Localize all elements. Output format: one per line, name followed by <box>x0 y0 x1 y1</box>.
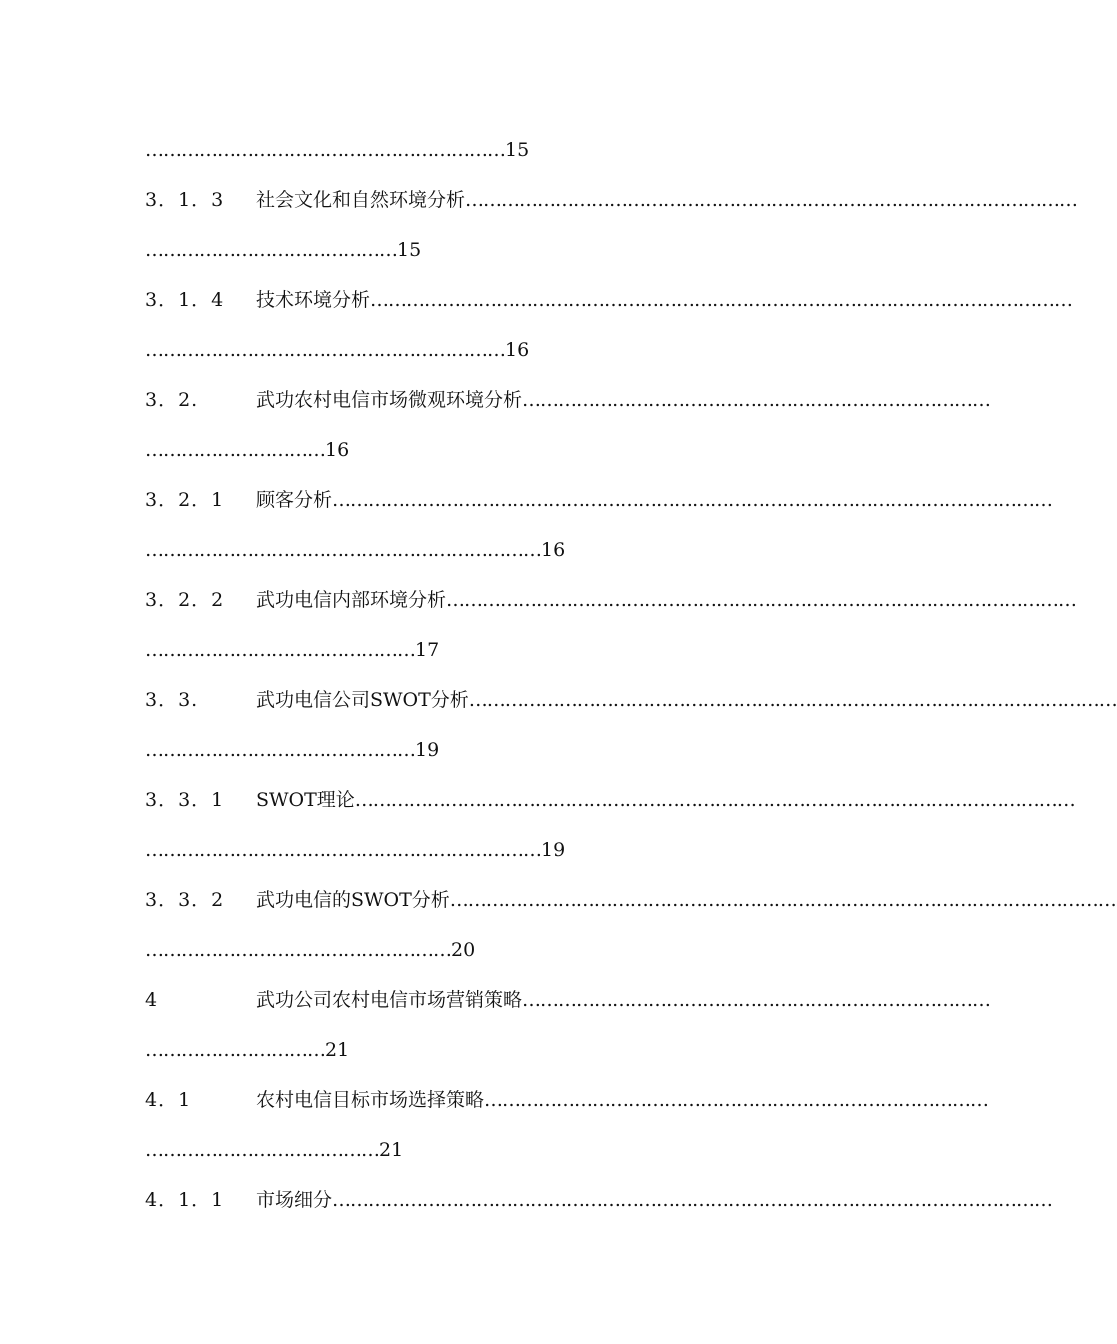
toc-entry-number: 3．2．1 <box>145 489 225 511</box>
toc-entry <box>145 487 1053 513</box>
leader-dots: ……………………………………………………………………………………………… <box>468 689 1117 711</box>
leader-dots: …………………………………………………………………… <box>522 389 991 411</box>
leader-dots: ………………………… <box>145 439 325 461</box>
toc-entry-title: 武功公司农村电信市场营销策略…………………………………………………………………… <box>256 989 991 1011</box>
toc-entry-title: 社会文化和自然环境分析………………………………………………………………………………………… <box>256 189 1078 211</box>
toc-continuation-line <box>145 1037 350 1063</box>
toc-continuation-line <box>145 837 566 863</box>
leader-dots: ……………………………………… <box>145 639 415 661</box>
leader-dots: ………………………………………………………………………………………………… <box>449 889 1116 911</box>
toc-entry <box>145 187 1078 213</box>
leader-dots: …………………………………………………………………… <box>522 989 991 1011</box>
leader-dots: ………………………… <box>145 1039 325 1061</box>
toc-entry-title: 顾客分析………………………………………………………………………………………………………… <box>256 489 1053 511</box>
toc-continuation-line <box>145 337 530 363</box>
toc-entry <box>145 687 1117 713</box>
toc-entry-number: 3．3．1 <box>145 789 225 811</box>
toc-page-number: 19 <box>415 739 440 761</box>
leader-dots: …………………………………………………………………………………………… <box>446 589 1077 611</box>
leader-dots: …………………………………………………… <box>145 339 505 361</box>
toc-continuation-line <box>145 437 350 463</box>
toc-entry <box>145 787 1075 813</box>
toc-entry-title: 技术环境分析……………………………………………………………………………………………………… <box>256 289 1073 311</box>
toc-entry-number: 3．2. <box>145 389 199 411</box>
toc-continuation-line <box>145 737 440 763</box>
toc-entry <box>145 587 1077 613</box>
leader-dots: ………………………………………………………………………………………………………… <box>354 789 1075 811</box>
toc-page-number: 15 <box>397 239 422 261</box>
toc-entry-number: 4．1 <box>145 1089 192 1111</box>
toc-page-number: 16 <box>505 339 530 361</box>
toc-continuation-line <box>145 1137 404 1163</box>
toc-page-number: 16 <box>541 539 566 561</box>
toc-entry-title: SWOT理论………………………………………………………………………………………………………… <box>256 789 1075 811</box>
toc-page-number: 20 <box>451 939 476 961</box>
toc-entry-number: 3．1．3 <box>145 189 225 211</box>
leader-dots: …………………………………………… <box>145 939 451 961</box>
leader-dots: ………………………………………………………… <box>145 539 541 561</box>
toc-page-number: 15 <box>505 139 530 161</box>
toc-entry-number: 3．1．4 <box>145 289 225 311</box>
toc-continuation-line <box>145 137 530 163</box>
toc-continuation-line <box>145 237 422 263</box>
toc-entry <box>145 1087 989 1113</box>
leader-dots: ………………………………………………………………………… <box>484 1089 989 1111</box>
leader-dots: ……………………………………… <box>145 739 415 761</box>
toc-page-number: 21 <box>325 1039 350 1061</box>
toc-entry-number: 4 <box>145 989 159 1011</box>
toc-entry <box>145 287 1073 313</box>
toc-entry-title: 武功电信的SWOT分析………………………………………………………………………………………………… <box>256 889 1116 911</box>
toc-entry-title: 农村电信目标市场选择策略………………………………………………………………………… <box>256 1089 989 1111</box>
toc-entry <box>145 1187 1053 1213</box>
toc-entry <box>145 987 991 1013</box>
leader-dots: ………………………………………………………… <box>145 839 541 861</box>
toc-continuation-line <box>145 637 440 663</box>
toc-entry <box>145 387 991 413</box>
toc-entry-title: 市场细分………………………………………………………………………………………………………… <box>256 1189 1053 1211</box>
toc-entry-number: 3．3. <box>145 689 199 711</box>
leader-dots: ………………………………………………………………………………………………………… <box>332 489 1053 511</box>
leader-dots: …………………………………………………… <box>145 139 505 161</box>
toc-continuation-line <box>145 937 476 963</box>
toc-page-number: 16 <box>325 439 350 461</box>
leader-dots: ………………………………… <box>145 1139 379 1161</box>
toc-entry-number: 4．1．1 <box>145 1189 225 1211</box>
toc-entry-number: 3．2．2 <box>145 589 225 611</box>
leader-dots: …………………………………… <box>145 239 397 261</box>
toc-page-number: 17 <box>415 639 440 661</box>
leader-dots: ……………………………………………………………………………………………………… <box>370 289 1073 311</box>
leader-dots: ………………………………………………………………………………………… <box>465 189 1078 211</box>
toc-entry-title: 武功电信内部环境分析…………………………………………………………………………………………… <box>256 589 1077 611</box>
toc-entry-title: 武功电信公司SWOT分析……………………………………………………………………………………………… <box>256 689 1117 711</box>
toc-entry <box>145 887 1116 913</box>
toc-entry-number: 3．3．2 <box>145 889 225 911</box>
toc-page-number: 19 <box>541 839 566 861</box>
toc-continuation-line <box>145 537 566 563</box>
toc-page-number: 21 <box>379 1139 404 1161</box>
leader-dots: ………………………………………………………………………………………………………… <box>332 1189 1053 1211</box>
toc-entry-title: 武功农村电信市场微观环境分析…………………………………………………………………… <box>256 389 991 411</box>
